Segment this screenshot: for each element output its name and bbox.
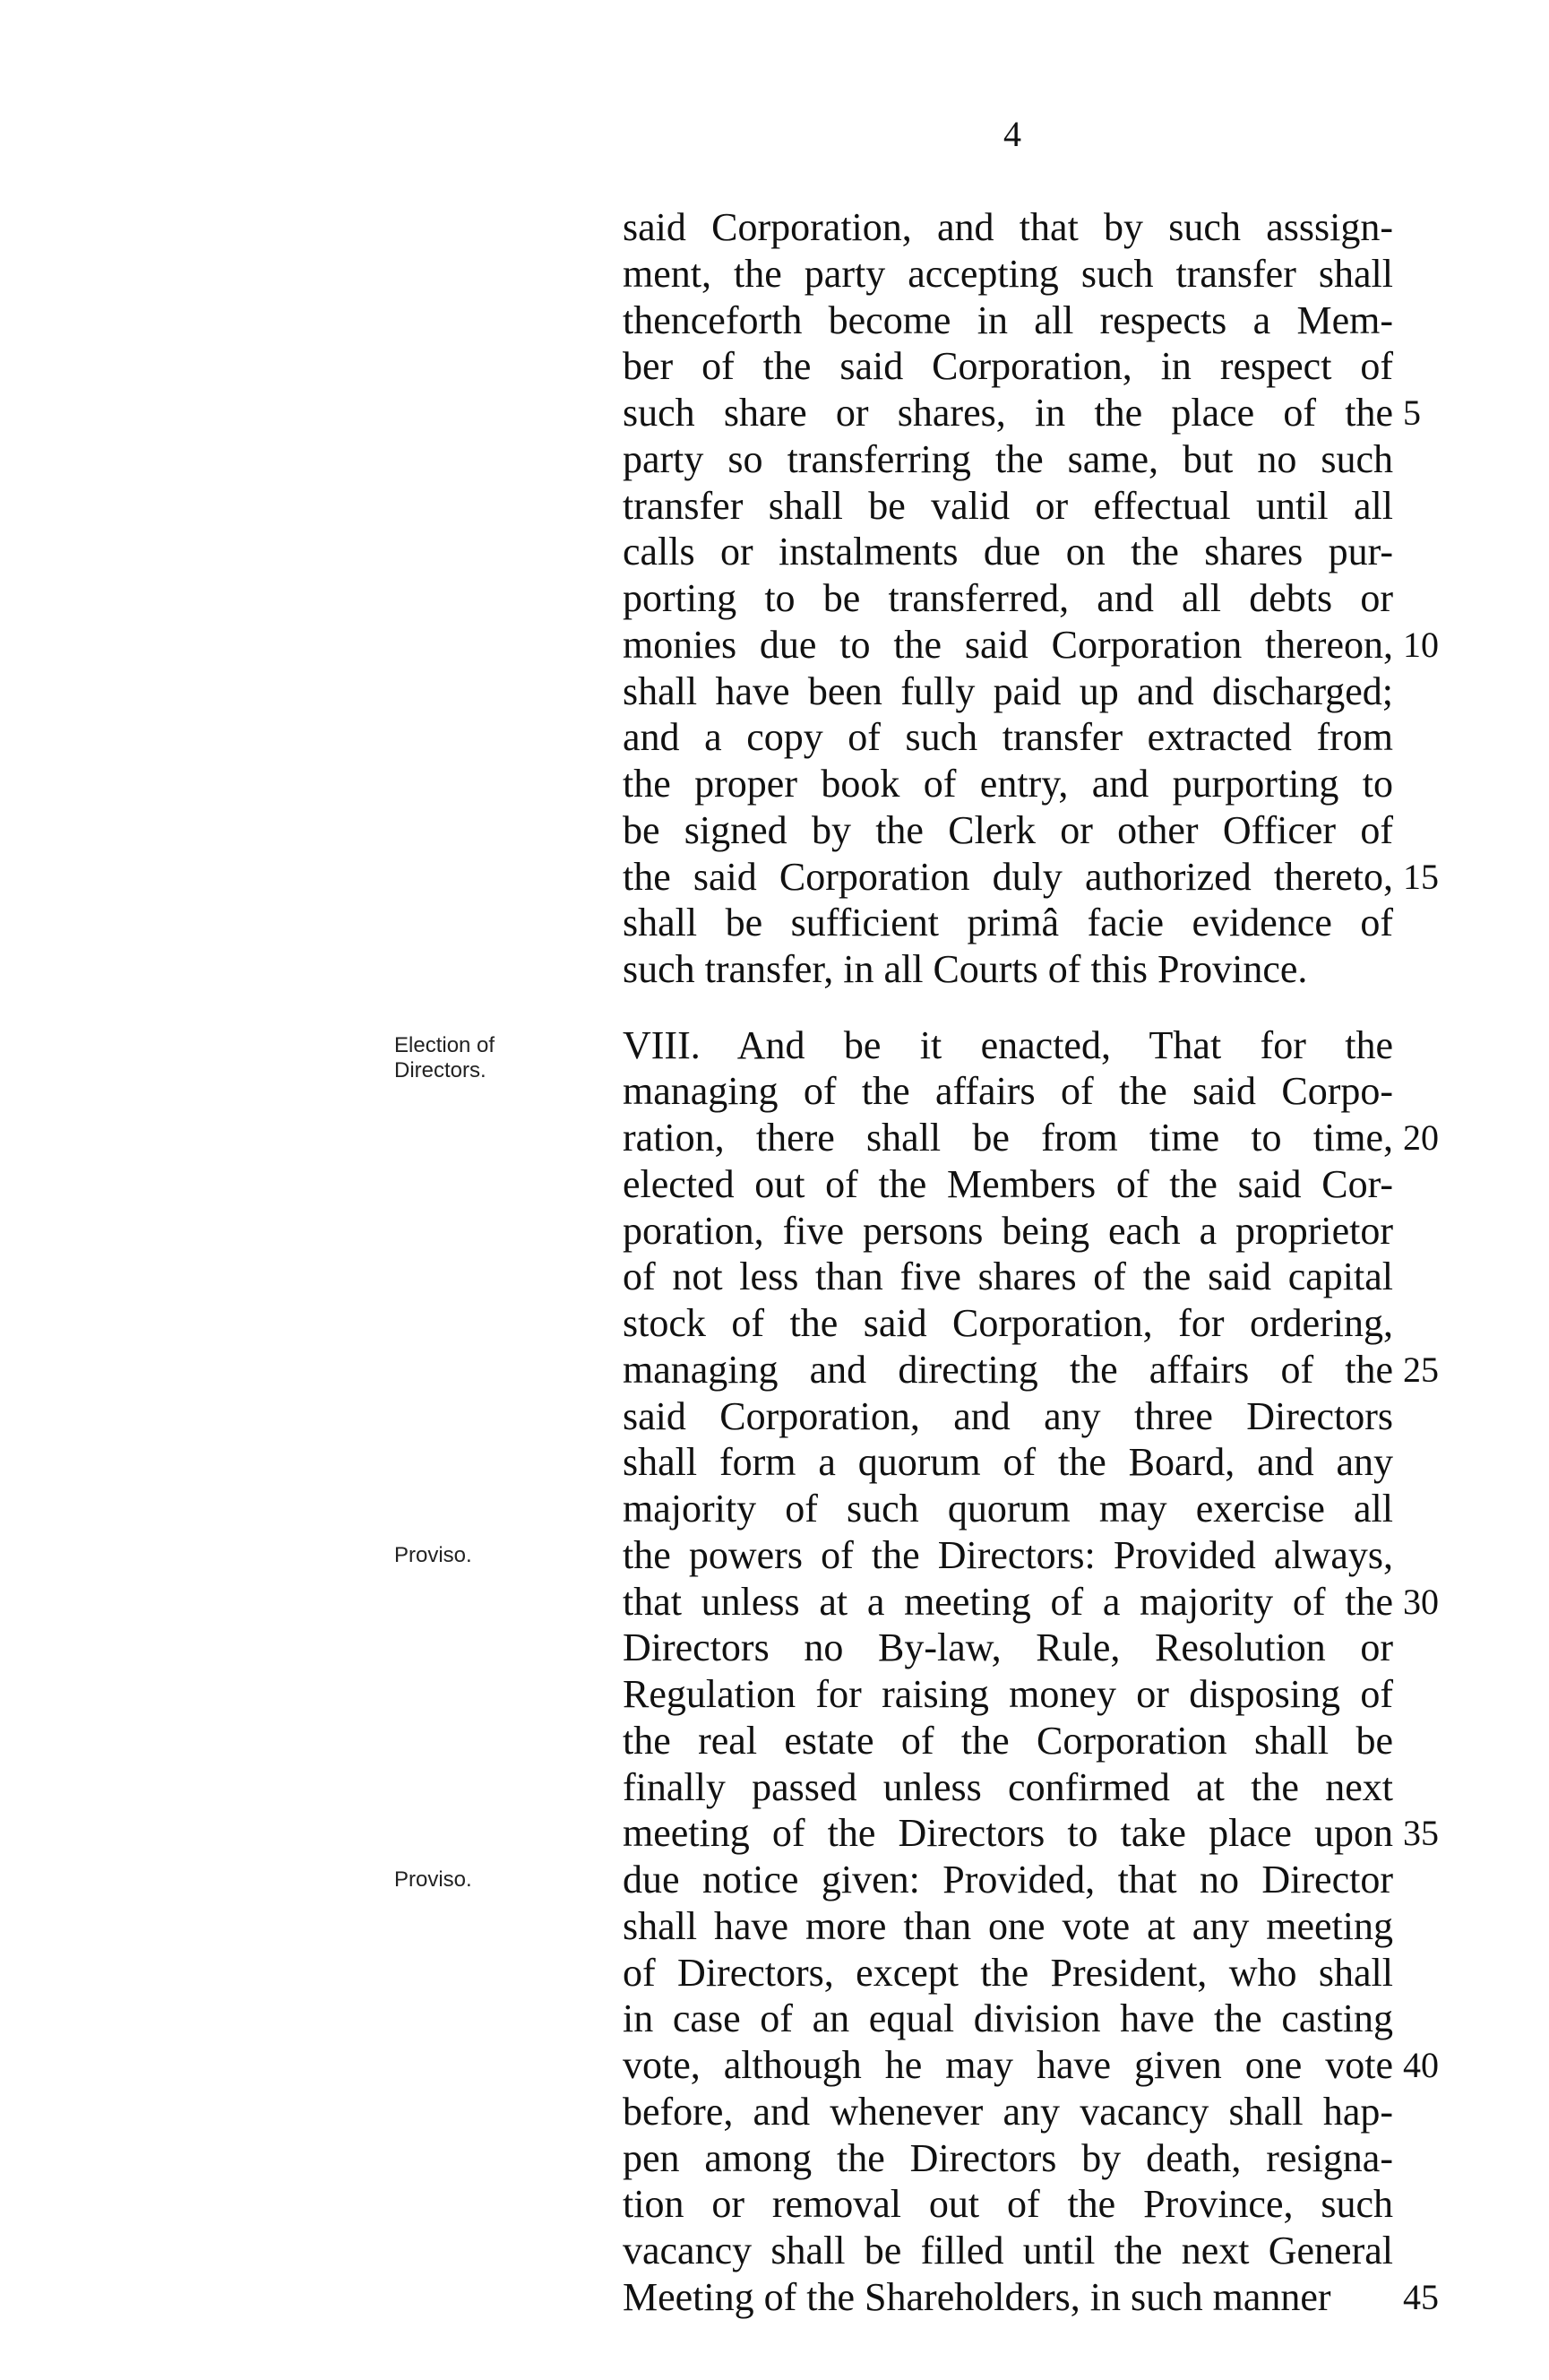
line-number: 35 <box>1403 1813 1439 1853</box>
text-line: vote, although he may have given one vote <box>623 2043 1393 2087</box>
text-line: that unless at a meeting of a majority of the <box>623 1580 1393 1624</box>
text-line: the powers of the Directors: Provided always, <box>623 1533 1393 1577</box>
text-line: ber of the said Corporation, in respect of <box>623 344 1393 388</box>
text-line: managing of the affairs of the said Corpo- <box>623 1069 1393 1113</box>
text-line: vacancy shall be filled until the next General <box>623 2229 1393 2272</box>
line-number: 10 <box>1403 625 1439 665</box>
text-line: such transfer, in all Courts of this Province. <box>623 947 1308 991</box>
text-line: said Corporation, and that by such asssign- <box>623 205 1393 249</box>
line-number: 25 <box>1403 1350 1439 1390</box>
text-line: tion or removal out of the Province, such <box>623 2182 1393 2226</box>
text-line: transfer shall be valid or effectual until all <box>623 484 1393 528</box>
text-line: and a copy of such transfer extracted from <box>623 715 1393 759</box>
text-line: ment, the party accepting such transfer shall <box>623 252 1393 296</box>
line-number: 30 <box>1403 1582 1439 1622</box>
text-line: porting to be transferred, and all debts or <box>623 576 1393 620</box>
text-line: the real estate of the Corporation shall be <box>623 1719 1393 1763</box>
text-line: stock of the said Corporation, for ordering, <box>623 1301 1393 1345</box>
line-number: 5 <box>1403 392 1421 433</box>
text-line: of Directors, except the President, who shall <box>623 1951 1393 1995</box>
line-number: 20 <box>1403 1117 1439 1158</box>
text-line: poration, five persons being each a proprietor <box>623 1209 1393 1253</box>
text-line: due notice given: Provided, that no Director <box>623 1858 1393 1901</box>
margin-note-proviso: Proviso. <box>394 1543 472 1567</box>
page-number: 4 <box>1003 114 1021 154</box>
text-line: party so transferring the same, but no such <box>623 437 1393 481</box>
text-line: Regulation for raising money or disposing of <box>623 1672 1393 1716</box>
text-line: managing and directing the affairs of the <box>623 1348 1393 1392</box>
text-line: monies due to the said Corporation thereon, <box>623 623 1393 667</box>
text-line: VIII. And be it enacted, That for the <box>623 1023 1393 1067</box>
text-line: said Corporation, and any three Directors <box>623 1394 1393 1438</box>
line-number: 15 <box>1403 857 1439 897</box>
text-line: the proper book of entry, and purporting to <box>623 762 1393 806</box>
text-line: be signed by the Clerk or other Officer of <box>623 808 1393 852</box>
text-line: meeting of the Directors to take place upon <box>623 1811 1393 1855</box>
text-line: in case of an equal division have the casting <box>623 1996 1393 2040</box>
text-line: shall form a quorum of the Board, and any <box>623 1440 1393 1484</box>
line-number: 45 <box>1403 2277 1439 2317</box>
text-line: calls or instalments due on the shares pur- <box>623 530 1393 573</box>
text-line: of not less than five shares of the said capital <box>623 1255 1393 1298</box>
text-line: thenceforth become in all respects a Mem- <box>623 298 1393 342</box>
text-line: pen among the Directors by death, resigna- <box>623 2136 1393 2180</box>
text-line: shall have more than one vote at any meeting <box>623 1904 1393 1948</box>
margin-note-election: Election of Directors. <box>394 1033 495 1082</box>
text-line: elected out of the Members of the said Cor- <box>623 1162 1393 1206</box>
text-line: such share or shares, in the place of the <box>623 391 1393 435</box>
text-line: the said Corporation duly authorized thereto, <box>623 855 1393 899</box>
text-line: shall be sufficient primâ facie evidence of <box>623 901 1393 944</box>
margin-note-proviso: Proviso. <box>394 1867 472 1892</box>
line-number: 40 <box>1403 2045 1439 2085</box>
text-line: finally passed unless confirmed at the next <box>623 1765 1393 1809</box>
text-line: Directors no By-law, Rule, Resolution or <box>623 1625 1393 1669</box>
text-line: majority of such quorum may exercise all <box>623 1487 1393 1531</box>
text-line: ration, there shall be from time to time, <box>623 1116 1393 1160</box>
text-line: before, and whenever any vacancy shall hap- <box>623 2090 1393 2134</box>
text-line: Meeting of the Shareholders, in such manner <box>623 2275 1331 2319</box>
text-line: shall have been fully paid up and discharged; <box>623 669 1393 713</box>
